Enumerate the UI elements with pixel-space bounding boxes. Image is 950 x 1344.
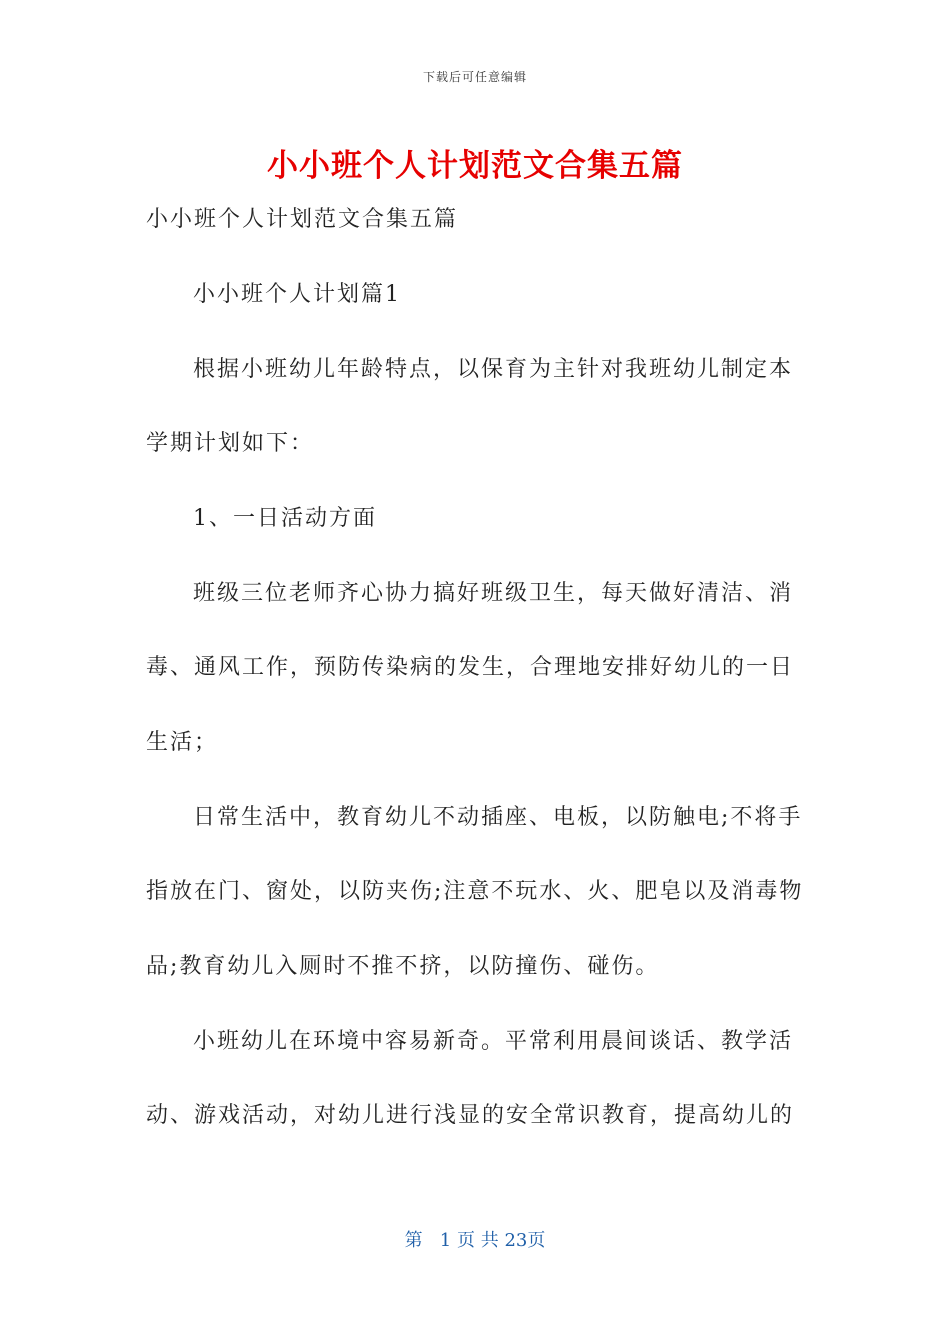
document-title: 小小班个人计划范文合集五篇 <box>267 148 683 184</box>
body-line: 学期计划如下： <box>146 431 315 456</box>
body-line: 小班幼儿在环境中容易新奇。平常利用晨间谈话、教学活 <box>193 1029 794 1054</box>
body-line: 日常生活中，教育幼儿不动插座、电板，以防触电;不将手 <box>193 805 803 830</box>
body-line: 品;教育幼儿入厕时不推不挤，以防撞伤、碰伤。 <box>146 954 660 979</box>
body-line: 根据小班幼儿年龄特点，以保育为主针对我班幼儿制定本 <box>193 357 794 382</box>
subsection-heading: 1、一日活动方面 <box>193 506 377 531</box>
body-line: 班级三位老师齐心协力搞好班级卫生，每天做好清洁、消 <box>193 581 794 606</box>
section-heading: 小小班个人计划篇1 <box>193 282 401 307</box>
footer-prefix: 第 <box>404 1230 423 1251</box>
current-page-number: 1 <box>439 1230 452 1251</box>
body-line: 指放在门、窗处，以防夹伤;注意不玩水、火、肥皂以及消毒物 <box>146 879 804 904</box>
page-footer <box>0 1226 950 1252</box>
body-line: 毒、通风工作，预防传染病的发生，合理地安排好幼儿的一日 <box>146 655 795 680</box>
total-pages-number: 23 <box>504 1230 528 1251</box>
header-note: 下载后可任意编辑 <box>422 70 527 84</box>
footer-suffix: 页 <box>527 1230 546 1251</box>
body-line: 动、游戏活动，对幼儿进行浅显的安全常识教育，提高幼儿的 <box>146 1103 795 1128</box>
body-line: 生活； <box>146 730 219 755</box>
footer-middle: 页 共 <box>456 1230 499 1251</box>
body-line: 小小班个人计划范文合集五篇 <box>146 207 459 232</box>
